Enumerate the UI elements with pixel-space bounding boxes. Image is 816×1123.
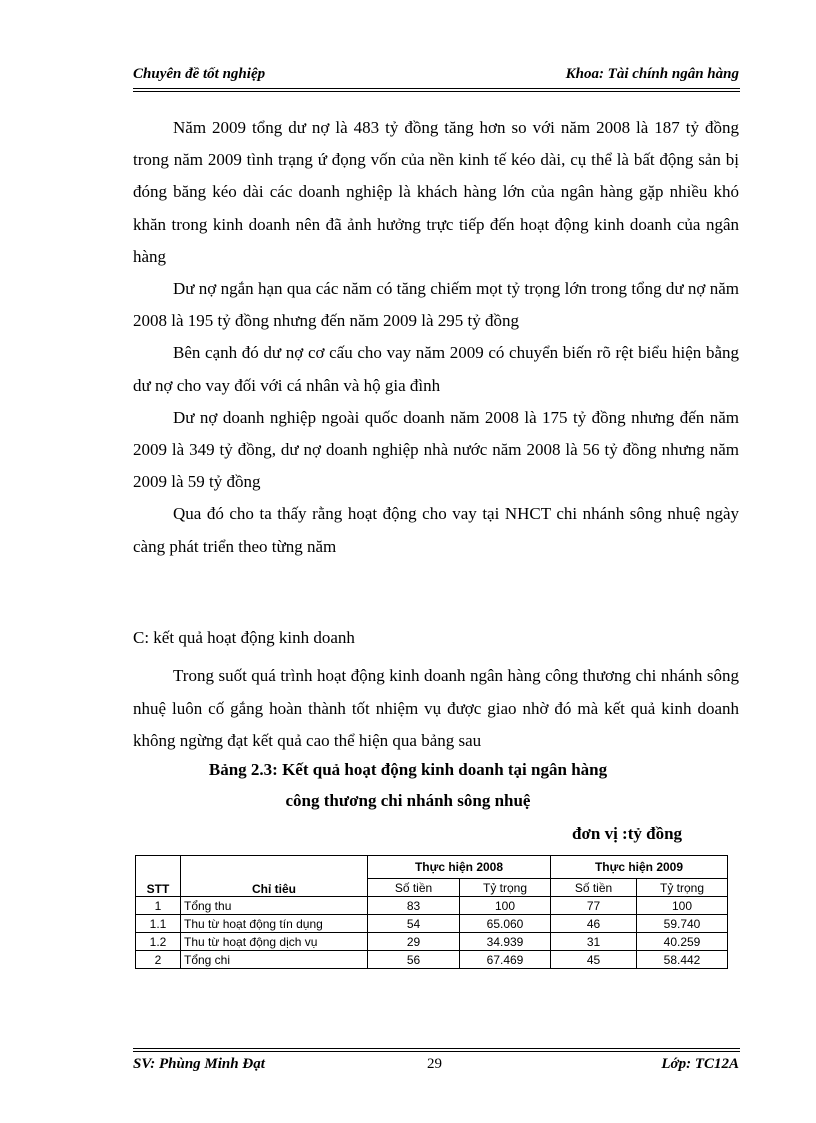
cell-item: Thu từ hoạt động tín dụng [181,915,368,933]
page-header [133,66,739,88]
section-paragraph: Trong suốt quá trình hoạt động kinh doanh ngân hàng công thương chi nhánh sông nhuệ luôn cố gắng hoàn thành tốt nhiệm vụ được giao nhờ đó mà kết quả kinh doanh không ngừng đạt kết quả cao thể hiện qua bảng sau [133,666,739,750]
sub-amount-2009: Số tiền [551,879,637,897]
cell-amount-2008: 29 [368,933,460,951]
cell-ratio-2008: 65.060 [460,915,551,933]
section-body [133,660,739,758]
cell-stt: 1.1 [136,915,181,933]
cell-stt: 1.2 [136,933,181,951]
paragraph-5: Qua đó cho ta thấy rằng hoạt động cho vay tại NHCT chi nhánh sông nhuệ ngày càng phát triển theo từng năm [133,504,739,556]
cell-item: Tổng thu [181,897,368,915]
cell-amount-2008: 83 [368,897,460,915]
col-stt-header: STT [136,856,181,897]
results-table [135,855,728,969]
footer-rule [133,1048,740,1049]
cell-ratio-2009: 59.740 [637,915,728,933]
section-title: C: kết quả hoạt động kinh doanh [133,628,355,647]
cell-ratio-2008: 34.939 [460,933,551,951]
cell-amount-2009: 46 [551,915,637,933]
cell-ratio-2008: 67.469 [460,951,551,969]
paragraph-2: Dư nợ ngắn hạn qua các năm có tăng chiếm mọt tỷ trọng lớn trong tổng dư nợ năm 2008 là 195 tỷ đồng nhưng đến năm 2009 là 295 tỷ đồng [133,279,739,331]
unit-label: đơn vị :tỷ đồng [572,824,683,843]
cell-ratio-2008: 100 [460,897,551,915]
sub-ratio-2009: Tỷ trọng [637,879,728,897]
table-caption-text: : Kết quả hoạt động kinh doanh tại ngân hàng [272,760,608,779]
cell-stt: 1 [136,897,181,915]
table-row [136,897,728,915]
sub-ratio-2008: Tỷ trọng [460,879,551,897]
table-row [136,951,728,969]
group-2009-header: Thực hiện 2009 [551,856,728,879]
col-item-header: Chỉ tiêu [181,856,368,897]
cell-amount-2008: 54 [368,915,460,933]
sub-amount-2008: Số tiền [368,879,460,897]
cell-amount-2008: 56 [368,951,460,969]
cell-item: Thu từ hoạt động dịch vụ [181,933,368,951]
cell-amount-2009: 45 [551,951,637,969]
header-right: Khoa: Tài chính ngân hàng [565,66,739,82]
body-text [133,112,739,563]
cell-item: Tổng chi [181,951,368,969]
header-left: Chuyên đề tốt nghiệp [133,66,266,82]
table-row [136,915,728,933]
cell-amount-2009: 31 [551,933,637,951]
cell-ratio-2009: 40.259 [637,933,728,951]
page-footer [133,1056,739,1078]
cell-stt: 2 [136,951,181,969]
table-caption-line-2: công thương chi nhánh sông nhuệ [285,791,531,810]
paragraph-4: Dư nợ doanh nghiệp ngoài quốc doanh năm 2008 là 175 tỷ đồng nhưng đến năm 2009 là 349 tỷ đồng, dư nợ doanh nghiệp nhà nước năm 2008 là 56 tỷ đồng nhưng năm 2009 là 59 tỷ đồng [133,407,739,492]
footer-student: SV: Phùng Minh Đạt [133,1056,265,1072]
page-number: 29 [427,1056,442,1072]
table-header-row-1 [136,856,728,879]
table-row [136,933,728,951]
table-caption-label: Bảng 2.3 [208,760,273,779]
cell-ratio-2009: 58.442 [637,951,728,969]
cell-amount-2009: 77 [551,897,637,915]
footer-rule-2 [133,1051,740,1052]
group-2008-header: Thực hiện 2008 [368,856,551,879]
footer-class: Lớp: TC12A [661,1056,739,1072]
cell-ratio-2009: 100 [637,897,728,915]
header-rule [133,88,740,89]
header-rule-2 [133,91,740,92]
paragraph-1: Năm 2009 tổng dư nợ là 483 tỷ đồng tăng hơn so với năm 2008 là 187 tỷ đồng trong năm 2009 tình trạng ứ đọng vốn của nền kinh tế kéo dài, cụ thể là bất động sản bị đóng băng kéo dài các doanh nghiệp là khách hàng lớn của ngân hàng gặp nhiều khó khăn trong kinh doanh nên đã ảnh hưởng trực tiếp đến hoạt động kinh doanh của ngân hàng [133,118,739,266]
table-caption-line-1 [0,760,816,780]
paragraph-3: Bên cạnh đó dư nợ cơ cấu cho vay năm 2009 có chuyển biến rõ rệt biểu hiện bằng dư nợ cho vay đối với cá nhân và hộ gia đình [133,343,739,395]
